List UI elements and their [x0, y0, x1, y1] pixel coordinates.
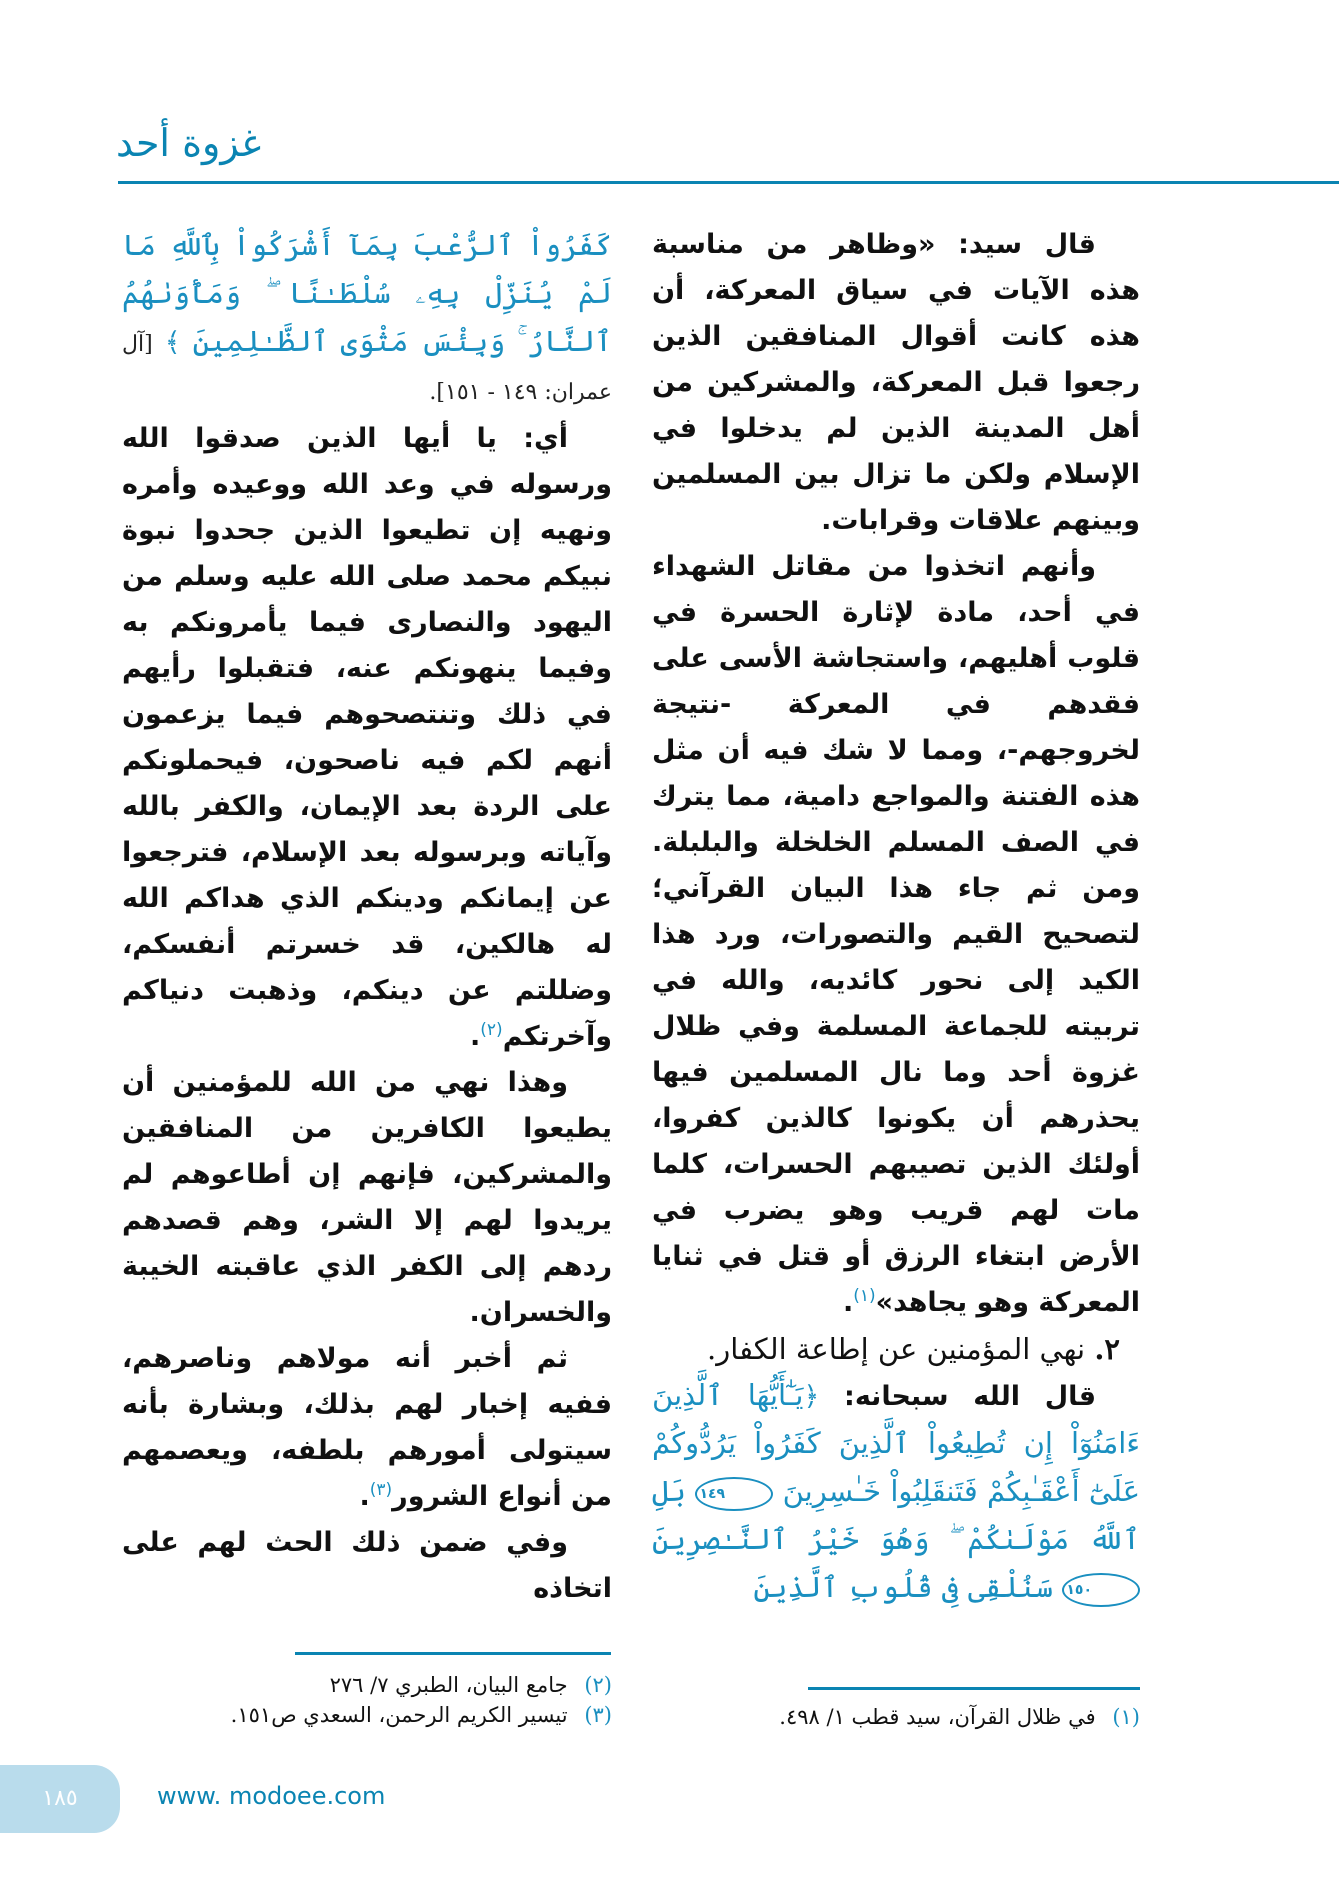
footnote-divider — [808, 1687, 1140, 1690]
quran-verse: كَفَرُواْ ٱلرُّعْبَ بِمَآ أَشْرَكُواْ بِٱللَّهِ مَا لَمْ يُنَزِّلْ بِهِۦ سُلْطَـٰنًا ۖ وَمَأْوَىٰهُمُ ٱلنَّارُ ۚ وَبِئْسَ مَثْوَى ٱلظَّـٰلِمِينَ — [122, 228, 612, 358]
left-column — [122, 222, 612, 1612]
footnotes-left — [230, 1670, 612, 1730]
quran-verse: يَـٰٓأَيُّهَا ٱلَّذِينَ ءَامَنُوٓاْ إِن تُطِيعُواْ ٱلَّذِينَ كَفَرُواْ يَرُدُّوكُمْ عَلَىٰٓ أَعْقَـٰبِكُمْ فَتَنقَلِبُواْ خَـٰسِرِينَ — [652, 1378, 1140, 1508]
quran-verse: بَلِ ٱللَّهُ مَوْلَىٰكُمْ ۖ وَهُوَ خَيْرُ ٱلنَّـٰصِرِينَ — [652, 1474, 1140, 1556]
footnote-text: تيسير الكريم الرحمن، السعدي ص١٥١. — [230, 1703, 568, 1727]
paragraph-text: قال سيد: «وظاهر من مناسبة هذه الآيات في سياق المعركة، أن هذه كانت أقوال المنافقين الذين رجعوا قبل المعركة، والمشركين من أهل المدينة الذين لم يدخلوا في الإسلام ولكن ما تزال بين المسلمين وبينهم علاقات وقرابات. — [652, 229, 1140, 536]
footnote-number: (١) — [1112, 1705, 1140, 1729]
page-number-tab — [0, 1765, 120, 1833]
footnote — [230, 1700, 612, 1730]
paragraph-text: أي: يا أيها الذين صدقوا الله ورسوله في وعد الله ووعيده وأمره ونهيه إن تطيعوا الذين جحدوا نبوة نبيكم محمد صلى الله عليه وسلم من اليهود والنصارى فيما يأمرونكم به وفيما ينهونكم عنه، فتقبلوا رأيهم في ذلك وتنتصحوهم فيما يزعمون أنهم لكم فيه ناصحون، فيحملونكم على الردة بعد الإيمان، والكفر بالله وآياته وبرسوله بعد الإسلام، فترجعوا عن إيمانكم ودينكم الذي هداكم الله له هالكين، قد خسرتم أنفسكم، وضللتم عن دينكم، وذهبت دنياكم وآخرتكم — [122, 423, 612, 1052]
paragraph — [122, 1336, 612, 1520]
heading-number: ٢. — [1094, 1332, 1120, 1366]
paragraph — [652, 1372, 1140, 1612]
paragraph-text: ثم أخبر أنه مولاهم وناصرهم، ففيه إخبار لهم بذلك، وبشارة بأنه سيتولى أمورهم بلطفه، ويعصمهم من أنواع الشرور — [122, 1343, 612, 1512]
footnote-divider — [295, 1652, 611, 1655]
website-link[interactable]: www. modoee.com — [157, 1782, 386, 1810]
footnotes-right — [760, 1702, 1140, 1732]
paragraph-text: وأنهم اتخذوا من مقاتل الشهداء في أحد، مادة لإثارة الحسرة في قلوب أهليهم، واستجاشة الأسى على فقدهم في المعركة -نتيجة لخروجهم-، ومما لا شك فيه أن مثل هذه الفتنة والمواجع دامية، مما يترك في الصف المسلم الخلخلة والبلبلة. ومن ثم جاء هذا البيان القرآني؛ لتصحيح القيم والتصورات، ورد هذا الكيد إلى نحور كائديه، والله في تربيته للجماعة المسلمة وفي ظلال غزوة أحد وما نال المسلمين فيها يحذرهم أن يكونوا كالذين كفروا، أولئك الذين تصيبهم الحسرات، كلما مات لهم قريب وهو يضرب في الأرض ابتغاء الرزق أو قتل في ثنايا المعركة وهو يجاهد» — [652, 551, 1140, 1318]
ayah-number-marker: ١٥٠ — [1062, 1573, 1140, 1607]
running-header-title: غزوة أحد — [116, 121, 262, 165]
punctuation: . — [470, 1021, 481, 1052]
punctuation: . — [842, 1287, 854, 1318]
ayah-number-marker: ١٤٩ — [695, 1477, 773, 1511]
quran-verse: سَنُلْقِى فِى قُلُوبِ ٱلَّذِينَ — [753, 1570, 1053, 1604]
footnote — [760, 1702, 1140, 1732]
paragraph-text: وفي ضمن ذلك الحث لهم على اتخاذه — [122, 1527, 612, 1604]
footnote-number: (٣) — [584, 1703, 612, 1727]
verse-citation: [آل عمران: ١٤٩ - ١٥١]. — [122, 332, 612, 405]
quran-open-bracket-icon: ﴿ — [803, 1381, 820, 1412]
footnote-ref[interactable]: (١) — [853, 1286, 876, 1306]
footnote-number: (٢) — [584, 1673, 612, 1697]
paragraph — [122, 1060, 612, 1336]
page-number: ١٨٥ — [42, 1786, 78, 1811]
paragraph — [122, 1520, 612, 1612]
section-heading — [652, 1326, 1140, 1372]
header-divider — [118, 181, 1339, 184]
punctuation: . — [359, 1481, 370, 1512]
paragraph — [652, 222, 1140, 544]
footnote-ref[interactable]: (٢) — [480, 1020, 503, 1040]
paragraph-text: وهذا نهي من الله للمؤمنين أن يطيعوا الكافرين من المنافقين والمشركين، فإنهم إن أطاعوهم لم يريدوا لهم إلا الشر، وهم قصدهم ردهم إلى الكفر الذي عاقبته الخيبة والخسران. — [122, 1067, 612, 1328]
paragraph-text: قال الله سبحانه: — [844, 1381, 1097, 1412]
paragraph — [122, 222, 612, 416]
heading-text: نهي المؤمنين عن إطاعة الكفار. — [707, 1332, 1086, 1366]
paragraph — [122, 416, 612, 1060]
quran-close-bracket-icon: ﴾ — [164, 327, 181, 358]
footnote-ref[interactable]: (٣) — [369, 1480, 393, 1500]
footnote-text: في ظلال القرآن، سيد قطب ١/ ٤٩٨. — [779, 1705, 1096, 1729]
footnote — [300, 1670, 612, 1700]
footnote-text: جامع البيان، الطبري ٧/ ٢٧٦ — [329, 1673, 568, 1697]
paragraph — [652, 544, 1140, 1326]
right-column — [652, 222, 1140, 1612]
